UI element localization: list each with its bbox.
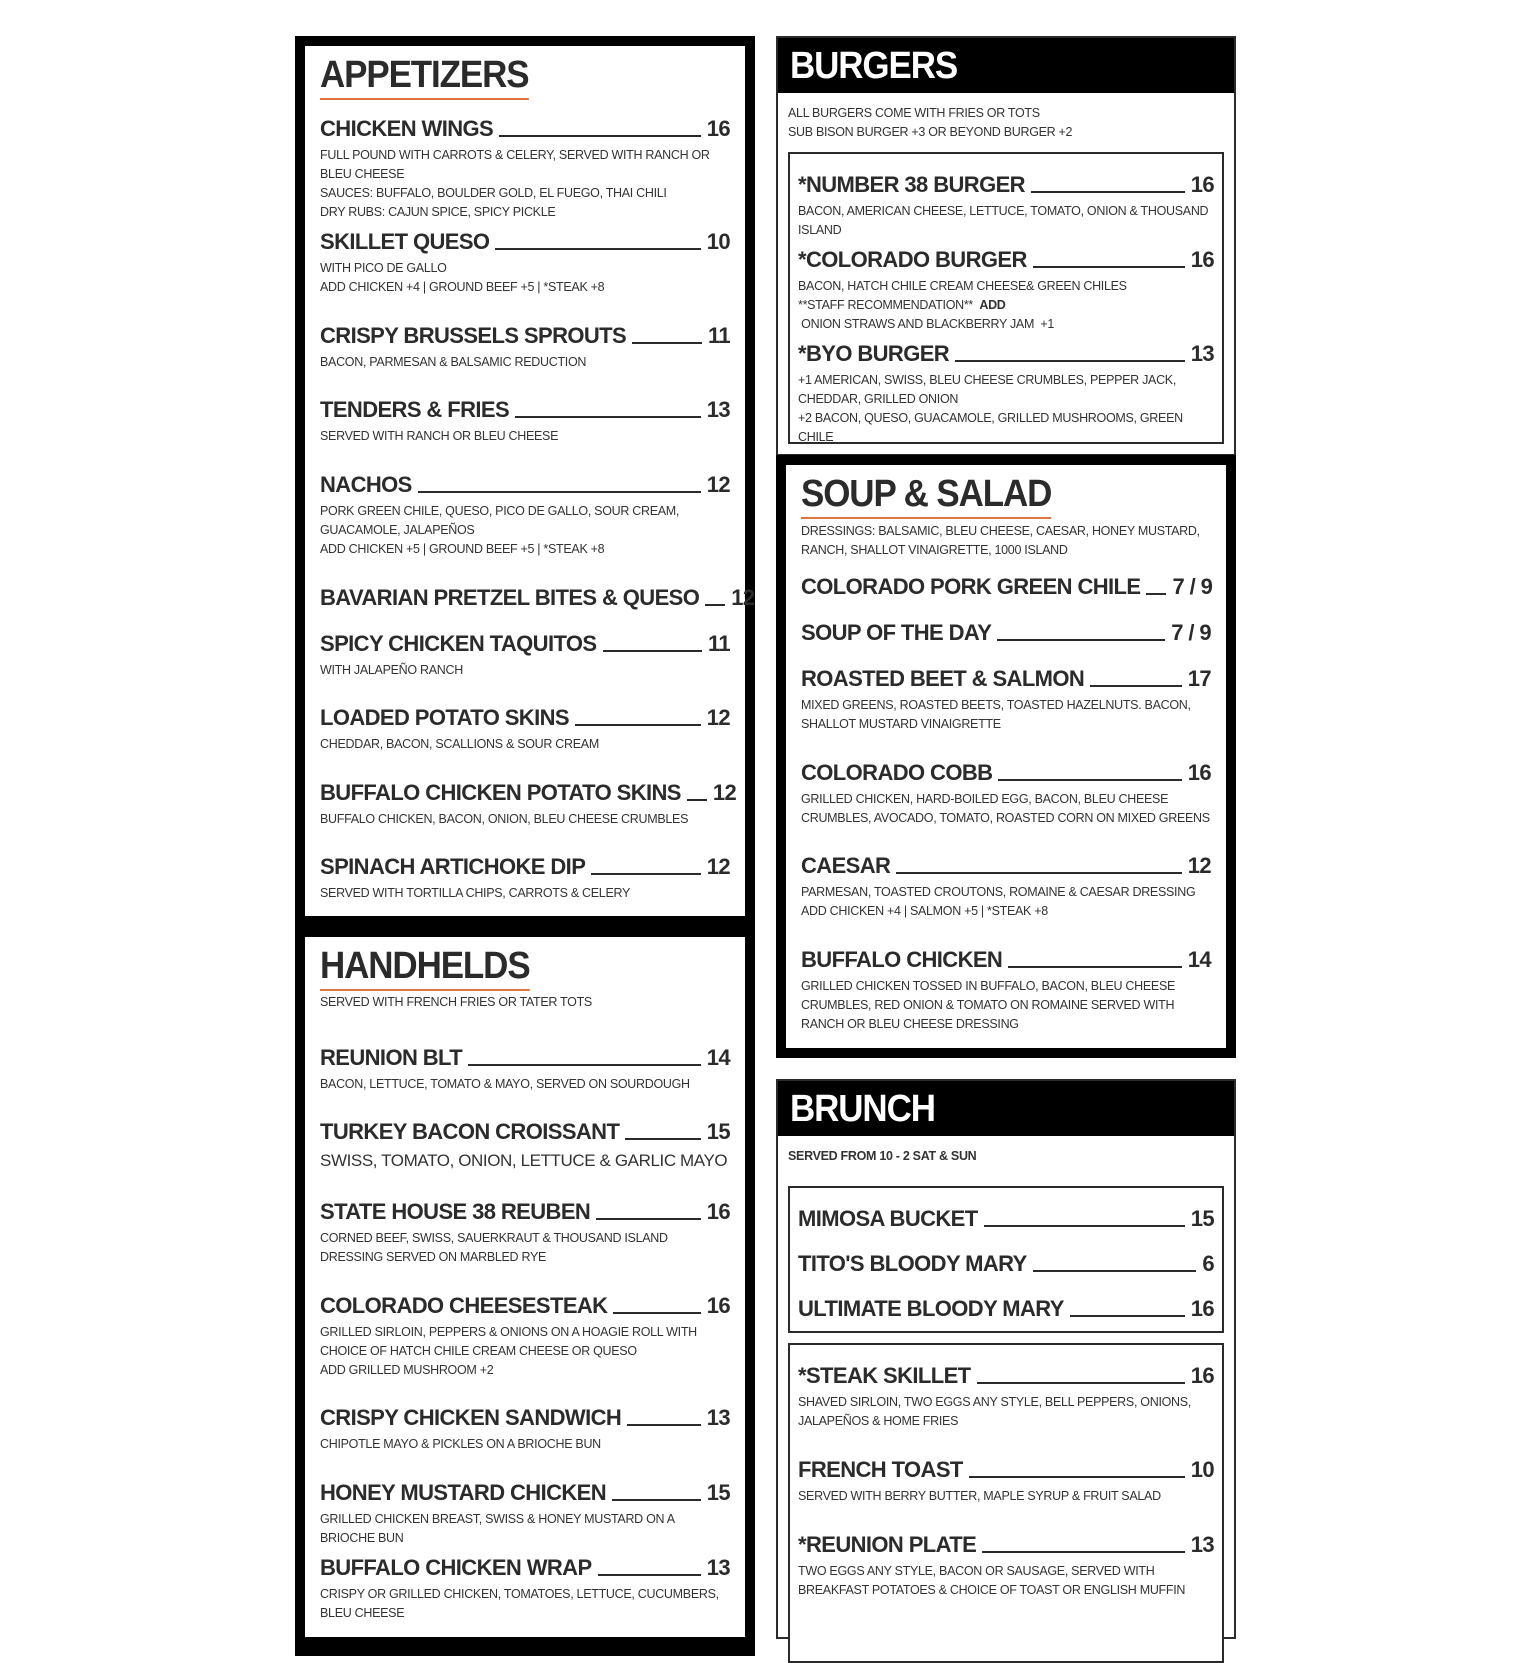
burgers-title: BURGERS (790, 45, 958, 87)
item-description: FULL POUND WITH CARROTS & CELERY, SERVED WITH RANCH OR BLEU CHEESE (320, 148, 710, 181)
staff-recommendation-addon: ONION STRAWS AND BLACKBERRY JAM +1 (798, 317, 1055, 331)
item-name: BUFFALO CHICKEN WRAP (320, 1555, 592, 1580)
item-description: ADD CHICKEN +4 | SALMON +5 | *STEAK +8 (801, 904, 1048, 918)
item-description: SHAVED SIRLOIN, TWO EGGS ANY STYLE, BELL PEPPERS, ONIONS, JALAPEÑOS & HOME FRIES (798, 1395, 1191, 1428)
menu-item (320, 468, 730, 559)
item-description: BACON, AMERICAN CHEESE, LETTUCE, TOMATO, ONION & THOUSAND ISLAND (798, 204, 1209, 237)
item-price: 15 (706, 1119, 730, 1144)
item-description: CRISPY OR GRILLED CHICKEN, TOMATOES, LETTUCE, CUCUMBERS, BLEU CHEESE (320, 1587, 719, 1620)
item-price: 16 (706, 116, 730, 141)
item-description: GRILLED CHICKEN, HARD-BOILED EGG, BACON, BLEU CHEESE CRUMBLES, AVOCADO, TOMATO, ROASTED CORN ON MIXED GREENS (801, 792, 1210, 825)
item-price: 14 (706, 1045, 730, 1070)
menu-item (320, 225, 730, 297)
item-price: 16 (1187, 760, 1211, 785)
item-name: TITO'S BLOODY MARY (798, 1251, 1027, 1276)
menu-item (798, 1528, 1214, 1600)
menu-item (320, 1195, 730, 1267)
item-price: 12 (712, 780, 737, 805)
menu-item (798, 1359, 1214, 1431)
menu-item (320, 581, 755, 611)
burgers-section (776, 36, 1236, 456)
item-description: GRILLED SIRLOIN, PEPPERS & ONIONS ON A HOAGIE ROLL WITH CHOICE OF HATCH CHILE CREAM CHEESE OR QUESO (320, 1325, 697, 1358)
item-name: STATE HOUSE 38 REUBEN (320, 1199, 591, 1224)
menu-item (320, 1041, 730, 1094)
brunch-food-list (788, 1343, 1224, 1663)
brunch-note (788, 1147, 976, 1166)
handhelds-title: HANDHELDS (320, 945, 530, 991)
item-price: 12 (1187, 853, 1211, 878)
menu-item (320, 1289, 730, 1380)
item-description: SERVED WITH TORTILLA CHIPS, CARROTS & CELERY (320, 886, 631, 900)
item-description: +2 BACON, QUESO, GUACAMOLE, GRILLED MUSHROOMS, GREEN CHILE (798, 411, 1183, 444)
item-name: CRISPY BRUSSELS SPROUTS (320, 323, 627, 348)
item-name: CHICKEN WINGS (320, 116, 494, 141)
menu-item (801, 616, 1211, 646)
staff-add-label: ADD (979, 298, 1006, 312)
item-price: 10 (706, 229, 730, 254)
item-name: CRISPY CHICKEN SANDWICH (320, 1405, 622, 1430)
item-name: TENDERS & FRIES (320, 397, 510, 422)
item-price: 16 (1190, 247, 1214, 272)
item-price: 11 (707, 323, 730, 348)
item-description: SERVED WITH RANCH OR BLEU CHEESE (320, 429, 559, 443)
item-price: 16 (1190, 1363, 1214, 1388)
item-description: WITH PICO DE GALLO (320, 261, 447, 275)
menu-item (320, 112, 730, 222)
item-description: CORNED BEEF, SWISS, SAUERKRAUT & THOUSAND ISLAND DRESSING SERVED ON MARBLED RYE (320, 1231, 668, 1264)
item-price: 12 (731, 585, 755, 610)
item-price: 10 (1190, 1457, 1214, 1482)
item-description: PARMESAN, TOASTED CROUTONS, ROMAINE & CAESAR DRESSING (801, 885, 1196, 899)
brunch-drinks-list (788, 1186, 1224, 1333)
staff-recommendation (798, 296, 1214, 334)
item-description: ADD GRILLED MUSHROOM +2 (320, 1363, 494, 1377)
item-price: 13 (706, 397, 730, 422)
item-name: ULTIMATE BLOODY MARY (798, 1296, 1064, 1321)
burgers-note-line: SUB BISON BURGER +3 OR BEYOND BURGER +2 (788, 125, 1073, 139)
item-name: COLORADO PORK GREEN CHILE (801, 574, 1141, 599)
item-description: SWISS, TOMATO, ONION, LETTUCE & GARLIC MAYO (320, 1151, 728, 1170)
item-description: CHIPOTLE MAYO & PICKLES ON A BRIOCHE BUN (320, 1437, 601, 1451)
staff-recommendation-label: **STAFF RECOMMENDATION** (798, 298, 980, 312)
handhelds-note: SERVED WITH FRENCH FRIES OR TATER TOTS (320, 995, 592, 1009)
item-description: SERVED WITH BERRY BUTTER, MAPLE SYRUP & FRUIT SALAD (798, 1489, 1161, 1503)
item-price: 7 / 9 (1172, 574, 1213, 599)
item-name: REUNION BLT (320, 1045, 463, 1070)
dressings-text: DRESSINGS: BALSAMIC, BLEU CHEESE, CAESAR, HONEY MUSTARD, RANCH, SHALLOT VINAIGRETTE, 1000 ISLAND (801, 524, 1200, 557)
menu-item (320, 1476, 730, 1548)
item-price: 6 (1202, 1251, 1214, 1276)
item-name: LOADED POTATO SKINS (320, 705, 569, 730)
menu-item (798, 1202, 1214, 1232)
item-name: TURKEY BACON CROISSANT (320, 1119, 620, 1144)
item-name: SPINACH ARTICHOKE DIP (320, 854, 586, 879)
item-description: PORK GREEN CHILE, QUESO, PICO DE GALLO, SOUR CREAM, GUACAMOLE, JALAPEÑOS (320, 504, 680, 537)
menu-item (320, 776, 737, 829)
menu-item (798, 337, 1214, 447)
item-description: SAUCES: BUFFALO, BOULDER GOLD, EL FUEGO, THAI CHILI (320, 186, 667, 200)
item-name: BUFFALO CHICKEN POTATO SKINS (320, 780, 681, 805)
item-price: 16 (706, 1199, 730, 1224)
item-description: BACON, PARMESAN & BALSAMIC REDUCTION (320, 355, 587, 369)
item-name: *COLORADO BURGER (798, 247, 1027, 272)
item-price: 15 (706, 1480, 730, 1505)
item-price: 12 (706, 472, 730, 497)
item-price: 7 / 9 (1171, 620, 1211, 645)
menu-item (320, 627, 730, 680)
item-price: 11 (707, 631, 730, 656)
item-price: 13 (706, 1405, 730, 1430)
burgers-header (778, 38, 1234, 93)
menu-item (801, 662, 1211, 734)
menu-item (801, 570, 1211, 600)
menu-item (320, 1401, 730, 1454)
menu-item (320, 1551, 730, 1623)
brunch-title: BRUNCH (790, 1088, 935, 1130)
item-price: 15 (1190, 1206, 1214, 1231)
item-description: BUFFALO CHICKEN, BACON, ONION, BLEU CHEESE CRUMBLES (320, 812, 689, 826)
item-description: ADD CHICKEN +4 | GROUND BEEF +5 | *STEAK +8 (320, 280, 605, 294)
item-price: 16 (706, 1293, 730, 1318)
item-price: 17 (1187, 666, 1211, 691)
item-name: *BYO BURGER (798, 341, 950, 366)
brunch-header (778, 1081, 1234, 1136)
item-price: 16 (1190, 1296, 1214, 1321)
soup-salad-section (786, 465, 1226, 1048)
menu-item (801, 943, 1211, 1034)
item-description: BACON, LETTUCE, TOMATO & MAYO, SERVED ON SOURDOUGH (320, 1077, 690, 1091)
item-name: CAESAR (801, 853, 891, 878)
item-name: *REUNION PLATE (798, 1532, 977, 1557)
item-name: HONEY MUSTARD CHICKEN (320, 1480, 607, 1505)
item-name: BAVARIAN PRETZEL BITES & QUESO (320, 585, 700, 610)
menu-item (798, 1292, 1214, 1322)
item-name: SPICY CHICKEN TAQUITOS (320, 631, 597, 656)
item-name: MIMOSA BUCKET (798, 1206, 978, 1231)
item-price: 13 (706, 1555, 730, 1580)
menu-item (798, 1247, 1214, 1277)
item-description: ADD CHICKEN +5 | GROUND BEEF +5 | *STEAK +8 (320, 542, 605, 556)
item-description: GRILLED CHICKEN TOSSED IN BUFFALO, BACON, BLEU CHEESE CRUMBLES, RED ONION & TOMATO ON ROMAINE SERVED WITH RANCH OR BLEU CHEESE DRESSING (801, 979, 1176, 1031)
item-price: 12 (706, 854, 730, 879)
item-price: 14 (1187, 947, 1211, 972)
menu-item (320, 1115, 730, 1173)
handhelds-section (305, 937, 745, 1637)
item-price: 13 (1190, 1532, 1214, 1557)
menu-item (801, 756, 1211, 828)
menu-item (798, 243, 1214, 334)
item-name: COLORADO CHEESESTEAK (320, 1293, 608, 1318)
item-description: CHEDDAR, BACON, SCALLIONS & SOUR CREAM (320, 737, 599, 751)
item-name: BUFFALO CHICKEN (801, 947, 1003, 972)
menu-item (320, 319, 730, 372)
item-price: 12 (706, 705, 730, 730)
item-name: *NUMBER 38 BURGER (798, 172, 1025, 197)
menu-item (798, 168, 1214, 240)
item-description: GRILLED CHICKEN BREAST, SWISS & HONEY MUSTARD ON A BRIOCHE BUN (320, 1512, 675, 1545)
item-description: TWO EGGS ANY STYLE, BACON OR SAUSAGE, SERVED WITH BREAKFAST POTATOES & CHOICE OF TOAST OR ENGLISH MUFFIN (798, 1564, 1186, 1597)
soup-salad-note (801, 522, 1211, 560)
appetizers-section (305, 46, 755, 916)
item-description: MIXED GREENS, ROASTED BEETS, TOASTED HAZELNUTS. BACON, SHALLOT MUSTARD VINAIGRETTE (801, 698, 1191, 731)
item-name: FRENCH TOAST (798, 1457, 963, 1482)
item-description: +1 AMERICAN, SWISS, BLEU CHEESE CRUMBLES, PEPPER JACK, CHEDDAR, GRILLED ONION (798, 373, 1177, 406)
soup-salad-title: SOUP & SALAD (801, 473, 1051, 519)
menu-item (320, 701, 730, 754)
item-name: ROASTED BEET & SALMON (801, 666, 1085, 691)
item-name: *STEAK SKILLET (798, 1363, 971, 1388)
item-description: BACON, HATCH CHILE CREAM CHEESE& GREEN CHILES (798, 279, 1127, 293)
brunch-hours: SERVED FROM 10 - 2 SAT & SUN (788, 1149, 977, 1163)
menu-item (798, 1453, 1214, 1506)
item-name: NACHOS (320, 472, 412, 497)
menu-item (320, 850, 730, 903)
item-price: 16 (1190, 172, 1214, 197)
brunch-section (776, 1079, 1236, 1639)
appetizers-title: APPETIZERS (320, 54, 528, 100)
item-description: WITH JALAPEÑO RANCH (320, 663, 463, 677)
burgers-note (788, 104, 1072, 142)
item-name: SOUP OF THE DAY (801, 620, 992, 645)
item-price: 13 (1190, 341, 1214, 366)
menu-item (320, 393, 730, 446)
item-name: COLORADO COBB (801, 760, 993, 785)
burgers-note-line: ALL BURGERS COME WITH FRIES OR TOTS (788, 106, 1040, 120)
menu-item (801, 849, 1211, 921)
item-description: DRY RUBS: CAJUN SPICE, SPICY PICKLE (320, 205, 556, 219)
item-name: SKILLET QUESO (320, 229, 490, 254)
burgers-list (788, 152, 1224, 444)
